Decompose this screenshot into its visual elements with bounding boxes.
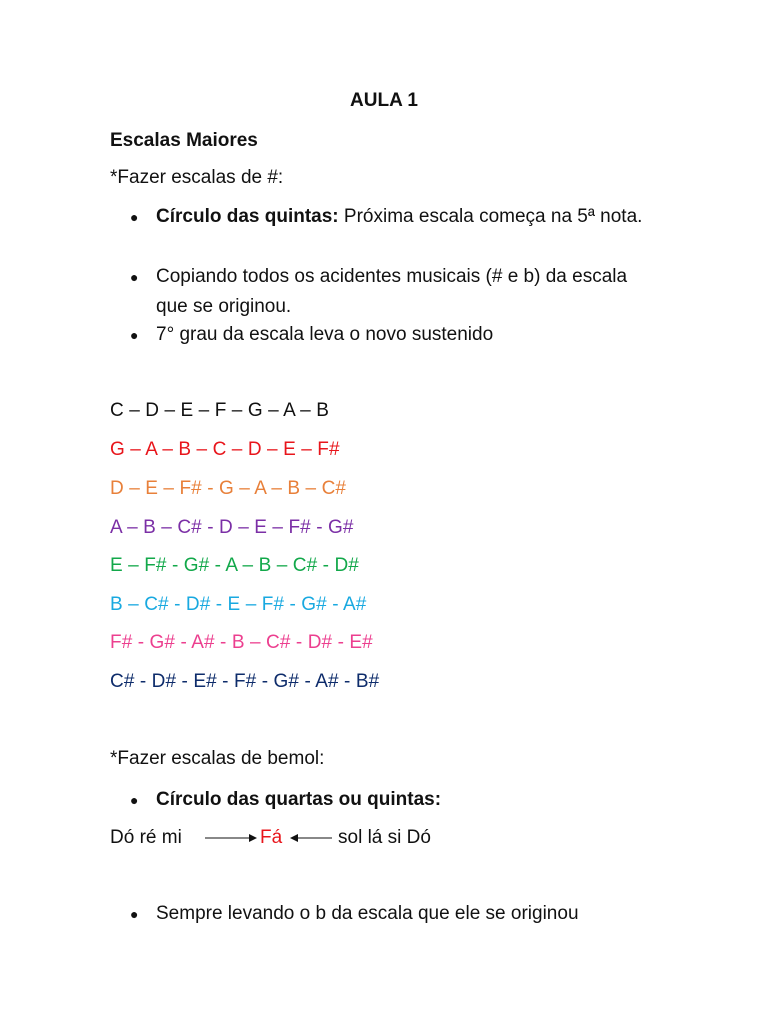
bullet-icon: ● (130, 269, 139, 285)
bullet-icon: ● (130, 792, 139, 808)
arrow-right-icon (205, 831, 257, 845)
bullet-bold-label: Círculo das quartas ou quintas: (156, 789, 442, 810)
bullet-item-circle-fifths (130, 202, 650, 232)
scale-line: C – D – E – F – G – A – B (110, 400, 329, 421)
bullet-text: Sempre levando o b da escala que ele se originou (156, 903, 579, 924)
scale-line: E – F# - G# - A – B – C# - D# (110, 555, 359, 576)
sequence-center-note: Fá (260, 827, 283, 848)
flats-intro: *Fazer escalas de bemol: (110, 748, 325, 769)
scale-line: C# - D# - E# - F# - G# - A# - B# (110, 671, 380, 692)
scale-line: D – E – F# - G – A – B – C# (110, 478, 347, 499)
bullet-text: Copiando todos os acidentes musicais (# e b) da escala que se originou. (156, 266, 628, 317)
bullet-item-circle-fourths (130, 785, 650, 815)
scale-line: B – C# - D# - E – F# - G# - A# (110, 594, 367, 615)
bullet-icon: ● (130, 327, 139, 343)
bullet-text: 7° grau da escala leva o novo sustenido (156, 324, 494, 345)
sequence-left-notes: Dó ré mi (110, 827, 182, 848)
section-heading: Escalas Maiores (110, 130, 258, 151)
scale-line: F# - G# - A# - B – C# - D# - E# (110, 632, 373, 653)
page-title: AULA 1 (350, 90, 418, 111)
bullet-item-seventh-degree (130, 320, 650, 350)
bullet-icon: ● (130, 209, 139, 225)
bullet-item-copy-accidentals (130, 262, 650, 322)
bullet-bold-label: Círculo das quintas: (156, 206, 339, 227)
bullet-icon: ● (130, 906, 139, 922)
bullet-item-keep-flat (130, 899, 650, 929)
sharps-intro: *Fazer escalas de #: (110, 167, 284, 188)
sequence-right-notes: sol lá si Dó (338, 827, 431, 848)
scale-line: G – A – B – C – D – E – F# (110, 439, 340, 460)
scale-line: A – B – C# - D – E – F# - G# (110, 517, 354, 538)
bullet-text: Próxima escala começa na 5ª nota. (338, 206, 643, 227)
arrow-left-icon (290, 831, 332, 845)
